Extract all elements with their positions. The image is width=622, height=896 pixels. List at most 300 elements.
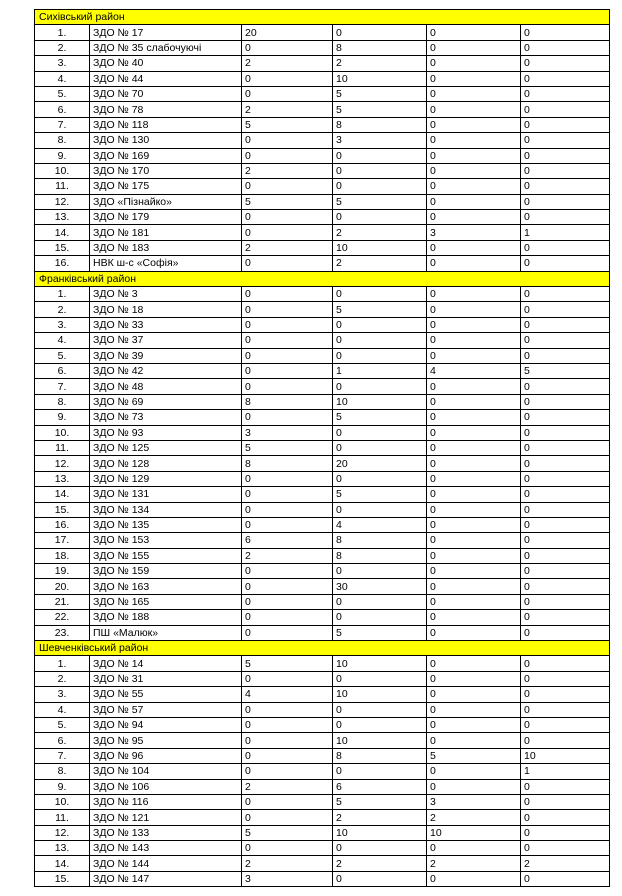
value-col-3: 0 — [427, 133, 521, 148]
institution-name: ЗДО № 144 — [90, 856, 242, 871]
institution-name: ЗДО № 17 — [90, 25, 242, 40]
institution-name: ПШ «Малюк» — [90, 625, 242, 640]
row-number: 15. — [35, 240, 90, 255]
row-number: 3. — [35, 687, 90, 702]
row-number: 9. — [35, 779, 90, 794]
value-col-2: 1 — [333, 363, 427, 378]
value-col-1: 2 — [242, 548, 333, 563]
table-row — [35, 733, 610, 748]
row-number: 14. — [35, 856, 90, 871]
value-col-4: 0 — [521, 502, 610, 517]
row-number: 8. — [35, 394, 90, 409]
table-row — [35, 56, 610, 71]
row-number: 14. — [35, 487, 90, 502]
value-col-4: 0 — [521, 25, 610, 40]
district-header-row — [35, 271, 610, 286]
value-col-3: 0 — [427, 287, 521, 302]
value-col-2: 0 — [333, 25, 427, 40]
value-col-1: 0 — [242, 225, 333, 240]
value-col-4: 0 — [521, 671, 610, 686]
table-row — [35, 748, 610, 763]
district-title: Сихівський район — [35, 10, 610, 25]
value-col-1: 0 — [242, 348, 333, 363]
value-col-2: 0 — [333, 871, 427, 886]
value-col-2: 10 — [333, 394, 427, 409]
value-col-1: 2 — [242, 856, 333, 871]
row-number: 12. — [35, 825, 90, 840]
row-number: 15. — [35, 502, 90, 517]
value-col-2: 0 — [333, 440, 427, 455]
value-col-1: 0 — [242, 133, 333, 148]
table-row — [35, 517, 610, 532]
value-col-2: 10 — [333, 733, 427, 748]
institution-name: ЗДО № 131 — [90, 487, 242, 502]
value-col-3: 0 — [427, 117, 521, 132]
institution-name: ЗДО № 153 — [90, 533, 242, 548]
institution-name: ЗДО № 73 — [90, 410, 242, 425]
table-row — [35, 179, 610, 194]
institution-name: ЗДО № 69 — [90, 394, 242, 409]
row-number: 11. — [35, 810, 90, 825]
institution-name: ЗДО № 57 — [90, 702, 242, 717]
value-col-4: 0 — [521, 548, 610, 563]
value-col-3: 3 — [427, 225, 521, 240]
table-row — [35, 502, 610, 517]
value-col-4: 0 — [521, 533, 610, 548]
value-col-4: 0 — [521, 348, 610, 363]
value-col-1: 0 — [242, 502, 333, 517]
value-col-1: 8 — [242, 456, 333, 471]
table-row — [35, 779, 610, 794]
value-col-2: 5 — [333, 410, 427, 425]
value-col-3: 0 — [427, 379, 521, 394]
table-row — [35, 564, 610, 579]
row-number: 9. — [35, 410, 90, 425]
value-col-3: 0 — [427, 240, 521, 255]
table-row — [35, 471, 610, 486]
value-col-4: 2 — [521, 856, 610, 871]
institution-name: ЗДО № 44 — [90, 71, 242, 86]
value-col-2: 8 — [333, 548, 427, 563]
value-col-2: 0 — [333, 502, 427, 517]
table-row — [35, 825, 610, 840]
row-number: 11. — [35, 179, 90, 194]
value-col-2: 2 — [333, 256, 427, 271]
value-col-2: 0 — [333, 179, 427, 194]
value-col-3: 0 — [427, 533, 521, 548]
value-col-1: 0 — [242, 702, 333, 717]
table-row — [35, 102, 610, 117]
table-row — [35, 163, 610, 178]
value-col-2: 2 — [333, 225, 427, 240]
table-row — [35, 25, 610, 40]
row-number: 16. — [35, 256, 90, 271]
table-row — [35, 71, 610, 86]
value-col-4: 0 — [521, 594, 610, 609]
district-kindergarten-table — [34, 9, 610, 887]
table-row — [35, 240, 610, 255]
value-col-2: 10 — [333, 71, 427, 86]
value-col-4: 0 — [521, 425, 610, 440]
row-number: 13. — [35, 471, 90, 486]
institution-name: ЗДО № 48 — [90, 379, 242, 394]
value-col-3: 0 — [427, 487, 521, 502]
table-row — [35, 579, 610, 594]
value-col-1: 0 — [242, 841, 333, 856]
value-col-4: 0 — [521, 133, 610, 148]
row-number: 1. — [35, 656, 90, 671]
value-col-2: 0 — [333, 348, 427, 363]
value-col-4: 0 — [521, 394, 610, 409]
table-row — [35, 302, 610, 317]
value-col-3: 0 — [427, 256, 521, 271]
table-row — [35, 148, 610, 163]
value-col-2: 8 — [333, 533, 427, 548]
value-col-4: 0 — [521, 517, 610, 532]
value-col-1: 0 — [242, 487, 333, 502]
value-col-2: 5 — [333, 302, 427, 317]
value-col-3: 0 — [427, 502, 521, 517]
institution-name: ЗДО № 128 — [90, 456, 242, 471]
table-row — [35, 871, 610, 886]
value-col-4: 0 — [521, 610, 610, 625]
value-col-2: 8 — [333, 117, 427, 132]
row-number: 5. — [35, 348, 90, 363]
row-number: 20. — [35, 579, 90, 594]
value-col-3: 0 — [427, 871, 521, 886]
institution-name: ЗДО № 31 — [90, 671, 242, 686]
value-col-4: 0 — [521, 317, 610, 332]
value-col-2: 3 — [333, 133, 427, 148]
value-col-3: 0 — [427, 764, 521, 779]
table-row — [35, 256, 610, 271]
value-col-3: 0 — [427, 733, 521, 748]
table-row — [35, 86, 610, 101]
value-col-1: 0 — [242, 594, 333, 609]
institution-name: ЗДО № 159 — [90, 564, 242, 579]
table-row — [35, 717, 610, 732]
value-col-1: 0 — [242, 671, 333, 686]
row-number: 17. — [35, 533, 90, 548]
table-row — [35, 456, 610, 471]
value-col-2: 0 — [333, 702, 427, 717]
institution-name: НВК ш-с «Софія» — [90, 256, 242, 271]
value-col-4: 0 — [521, 179, 610, 194]
value-col-3: 0 — [427, 410, 521, 425]
value-col-3: 0 — [427, 517, 521, 532]
value-col-4: 0 — [521, 302, 610, 317]
value-col-3: 0 — [427, 717, 521, 732]
institution-name: ЗДО № 179 — [90, 210, 242, 225]
value-col-3: 0 — [427, 610, 521, 625]
value-col-2: 5 — [333, 794, 427, 809]
row-number: 5. — [35, 86, 90, 101]
table-row — [35, 610, 610, 625]
table-row — [35, 487, 610, 502]
institution-name: ЗДО № 170 — [90, 163, 242, 178]
table-row — [35, 225, 610, 240]
value-col-2: 30 — [333, 579, 427, 594]
value-col-1: 0 — [242, 287, 333, 302]
institution-name: ЗДО № 183 — [90, 240, 242, 255]
value-col-2: 6 — [333, 779, 427, 794]
table-row — [35, 117, 610, 132]
value-col-2: 20 — [333, 456, 427, 471]
value-col-3: 0 — [427, 148, 521, 163]
table-row — [35, 856, 610, 871]
row-number: 3. — [35, 56, 90, 71]
value-col-1: 0 — [242, 517, 333, 532]
institution-name: ЗДО «Пізнайко» — [90, 194, 242, 209]
row-number: 4. — [35, 333, 90, 348]
value-col-1: 2 — [242, 240, 333, 255]
value-col-1: 20 — [242, 25, 333, 40]
value-col-4: 0 — [521, 717, 610, 732]
table-row — [35, 210, 610, 225]
institution-name: ЗДО № 121 — [90, 810, 242, 825]
row-number: 14. — [35, 225, 90, 240]
value-col-1: 0 — [242, 610, 333, 625]
value-col-3: 0 — [427, 579, 521, 594]
institution-name: ЗДО № 181 — [90, 225, 242, 240]
value-col-2: 0 — [333, 148, 427, 163]
row-number: 9. — [35, 148, 90, 163]
table-row — [35, 687, 610, 702]
value-col-3: 0 — [427, 841, 521, 856]
value-col-3: 10 — [427, 825, 521, 840]
value-col-4: 0 — [521, 871, 610, 886]
value-col-1: 4 — [242, 687, 333, 702]
row-number: 19. — [35, 564, 90, 579]
value-col-4: 0 — [521, 148, 610, 163]
institution-name: ЗДО № 78 — [90, 102, 242, 117]
value-col-1: 0 — [242, 564, 333, 579]
value-col-4: 0 — [521, 240, 610, 255]
table-row — [35, 333, 610, 348]
value-col-4: 0 — [521, 210, 610, 225]
value-col-1: 8 — [242, 394, 333, 409]
value-col-4: 0 — [521, 564, 610, 579]
row-number: 5. — [35, 717, 90, 732]
value-col-1: 0 — [242, 363, 333, 378]
value-col-2: 5 — [333, 487, 427, 502]
value-col-1: 2 — [242, 163, 333, 178]
value-col-4: 0 — [521, 40, 610, 55]
table-row — [35, 764, 610, 779]
value-col-1: 0 — [242, 717, 333, 732]
value-col-3: 0 — [427, 40, 521, 55]
value-col-1: 0 — [242, 579, 333, 594]
row-number: 6. — [35, 102, 90, 117]
institution-name: ЗДО № 70 — [90, 86, 242, 101]
value-col-2: 10 — [333, 825, 427, 840]
row-number: 13. — [35, 210, 90, 225]
row-number: 10. — [35, 794, 90, 809]
row-number: 7. — [35, 748, 90, 763]
value-col-2: 0 — [333, 610, 427, 625]
value-col-2: 0 — [333, 210, 427, 225]
row-number: 13. — [35, 841, 90, 856]
value-col-4: 0 — [521, 440, 610, 455]
value-col-3: 0 — [427, 548, 521, 563]
row-number: 10. — [35, 425, 90, 440]
table-row — [35, 348, 610, 363]
value-col-3: 2 — [427, 856, 521, 871]
institution-name: ЗДО № 40 — [90, 56, 242, 71]
value-col-1: 0 — [242, 210, 333, 225]
value-col-1: 0 — [242, 733, 333, 748]
value-col-4: 10 — [521, 748, 610, 763]
institution-name: ЗДО № 55 — [90, 687, 242, 702]
row-number: 11. — [35, 440, 90, 455]
value-col-2: 0 — [333, 471, 427, 486]
value-col-4: 0 — [521, 487, 610, 502]
table-row — [35, 410, 610, 425]
value-col-1: 2 — [242, 779, 333, 794]
value-col-4: 0 — [521, 333, 610, 348]
value-col-3: 0 — [427, 671, 521, 686]
value-col-4: 0 — [521, 456, 610, 471]
table-row — [35, 671, 610, 686]
value-col-4: 0 — [521, 687, 610, 702]
table-row — [35, 287, 610, 302]
value-col-3: 3 — [427, 794, 521, 809]
value-col-1: 5 — [242, 194, 333, 209]
value-col-4: 5 — [521, 363, 610, 378]
value-col-2: 0 — [333, 163, 427, 178]
row-number: 4. — [35, 702, 90, 717]
table-row — [35, 656, 610, 671]
value-col-2: 2 — [333, 810, 427, 825]
institution-name: ЗДО № 95 — [90, 733, 242, 748]
value-col-1: 0 — [242, 794, 333, 809]
value-col-1: 0 — [242, 256, 333, 271]
table-row — [35, 841, 610, 856]
value-col-3: 0 — [427, 71, 521, 86]
table-row — [35, 363, 610, 378]
row-number: 22. — [35, 610, 90, 625]
value-col-3: 0 — [427, 56, 521, 71]
institution-name: ЗДО № 135 — [90, 517, 242, 532]
row-number: 8. — [35, 764, 90, 779]
value-col-1: 0 — [242, 333, 333, 348]
value-col-1: 0 — [242, 748, 333, 763]
table-row — [35, 40, 610, 55]
value-col-4: 0 — [521, 410, 610, 425]
value-col-2: 10 — [333, 687, 427, 702]
value-col-3: 0 — [427, 163, 521, 178]
value-col-4: 0 — [521, 733, 610, 748]
row-number: 12. — [35, 456, 90, 471]
institution-name: ЗДО № 165 — [90, 594, 242, 609]
value-col-1: 2 — [242, 56, 333, 71]
value-col-1: 5 — [242, 825, 333, 840]
table-row — [35, 548, 610, 563]
value-col-1: 6 — [242, 533, 333, 548]
row-number: 7. — [35, 379, 90, 394]
table-row — [35, 317, 610, 332]
value-col-4: 1 — [521, 764, 610, 779]
value-col-1: 3 — [242, 425, 333, 440]
value-col-2: 10 — [333, 240, 427, 255]
value-col-4: 0 — [521, 841, 610, 856]
row-number: 6. — [35, 733, 90, 748]
value-col-1: 3 — [242, 871, 333, 886]
value-col-2: 0 — [333, 425, 427, 440]
value-col-4: 1 — [521, 225, 610, 240]
row-number: 7. — [35, 117, 90, 132]
value-col-1: 0 — [242, 764, 333, 779]
value-col-3: 0 — [427, 302, 521, 317]
value-col-2: 0 — [333, 717, 427, 732]
value-col-3: 0 — [427, 440, 521, 455]
value-col-1: 0 — [242, 810, 333, 825]
value-col-3: 0 — [427, 779, 521, 794]
institution-name: ЗДО № 130 — [90, 133, 242, 148]
value-col-3: 0 — [427, 317, 521, 332]
value-col-3: 0 — [427, 456, 521, 471]
value-col-3: 0 — [427, 25, 521, 40]
row-number: 8. — [35, 133, 90, 148]
value-col-3: 0 — [427, 348, 521, 363]
value-col-2: 5 — [333, 625, 427, 640]
value-col-1: 0 — [242, 379, 333, 394]
institution-name: ЗДО № 134 — [90, 502, 242, 517]
value-col-2: 0 — [333, 764, 427, 779]
value-col-2: 5 — [333, 194, 427, 209]
value-col-1: 0 — [242, 148, 333, 163]
value-col-1: 0 — [242, 410, 333, 425]
value-col-3: 0 — [427, 179, 521, 194]
value-col-4: 0 — [521, 702, 610, 717]
table-row — [35, 594, 610, 609]
value-col-4: 0 — [521, 56, 610, 71]
value-col-4: 0 — [521, 86, 610, 101]
institution-name: ЗДО № 39 — [90, 348, 242, 363]
institution-name: ЗДО № 37 — [90, 333, 242, 348]
institution-name: ЗДО № 116 — [90, 794, 242, 809]
table-row — [35, 133, 610, 148]
table-row — [35, 794, 610, 809]
value-col-1: 0 — [242, 40, 333, 55]
institution-name: ЗДО № 3 — [90, 287, 242, 302]
row-number: 16. — [35, 517, 90, 532]
value-col-4: 0 — [521, 625, 610, 640]
value-col-4: 0 — [521, 794, 610, 809]
row-number: 10. — [35, 163, 90, 178]
institution-name: ЗДО № 18 — [90, 302, 242, 317]
value-col-4: 0 — [521, 656, 610, 671]
value-col-1: 0 — [242, 86, 333, 101]
value-col-4: 0 — [521, 379, 610, 394]
district-title: Шевченківський район — [35, 641, 610, 656]
institution-name: ЗДО № 33 — [90, 317, 242, 332]
value-col-3: 0 — [427, 564, 521, 579]
table-row — [35, 394, 610, 409]
institution-name: ЗДО № 93 — [90, 425, 242, 440]
institution-name: ЗДО № 118 — [90, 117, 242, 132]
value-col-1: 0 — [242, 302, 333, 317]
value-col-2: 2 — [333, 856, 427, 871]
value-col-1: 5 — [242, 656, 333, 671]
value-col-2: 10 — [333, 656, 427, 671]
value-col-3: 0 — [427, 625, 521, 640]
value-col-2: 0 — [333, 287, 427, 302]
value-col-4: 0 — [521, 579, 610, 594]
institution-name: ЗДО № 35 слабочуючі — [90, 40, 242, 55]
row-number: 1. — [35, 287, 90, 302]
value-col-3: 0 — [427, 86, 521, 101]
